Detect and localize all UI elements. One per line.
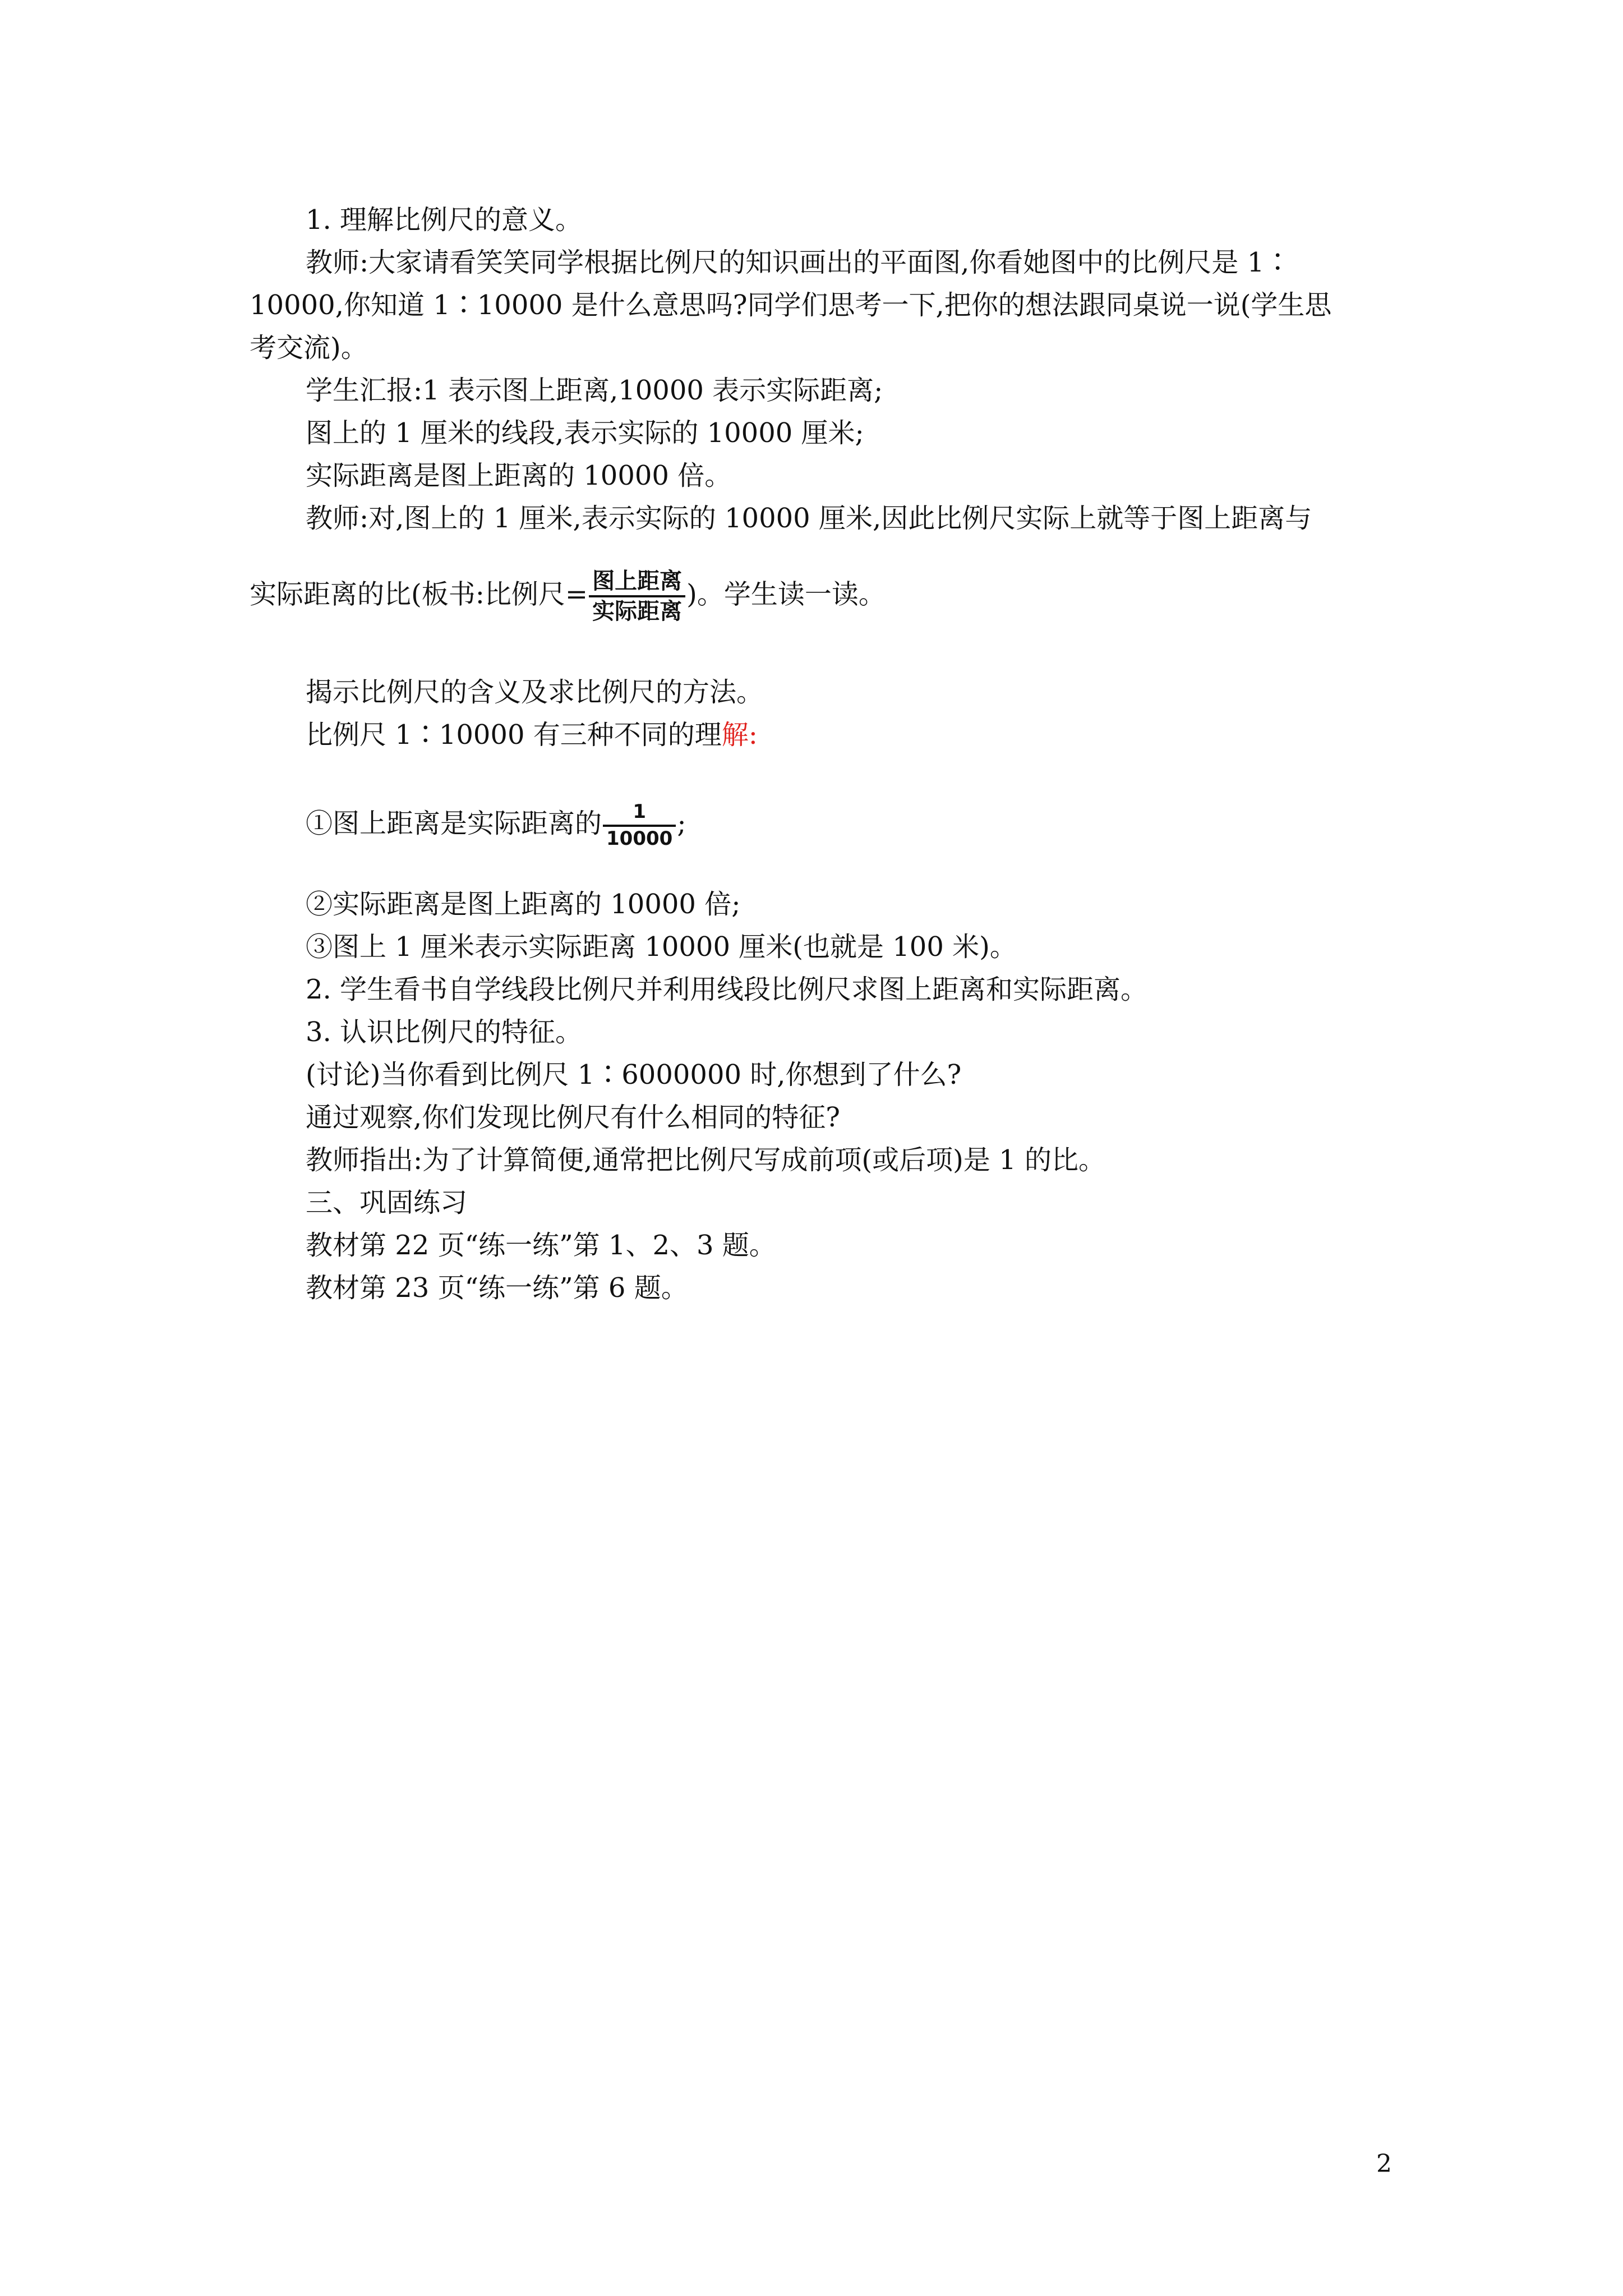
exercise-line-2: 教材第 23 页“练一练”第 6 题。 — [306, 1272, 688, 1304]
observation-line: 通过观察,你们发现比例尺有什么相同的特征? — [306, 1102, 840, 1133]
heading-understand-scale: 1. 理解比例尺的意义。 — [306, 204, 583, 236]
fraction-denominator: 10000 — [603, 825, 676, 849]
formula-suffix: )。学生读一读。 — [686, 578, 886, 610]
exercise-line-1: 教材第 22 页“练一练”第 1、2、3 题。 — [306, 1230, 776, 1261]
teacher-paragraph-line-1: 教师:大家请看笑笑同学根据比例尺的知识画出的平面图,你看她图中的比例尺是 1∶ — [306, 247, 1292, 278]
fraction-numerator: 图上距离 — [592, 568, 683, 594]
features-heading: 3. 认识比例尺的特征。 — [306, 1016, 583, 1048]
formula-prefix: 实际距离的比(板书:比例尺= — [250, 578, 588, 610]
teacher-points-line: 教师指出:为了计算简便,通常把比例尺写成前项(或后项)是 1 的比。 — [306, 1144, 1105, 1176]
teacher-paragraph-line-2: 10000,你知道 1∶10000 是什么意思吗?同学们思考一下,把你的想法跟同桌说一说(学生思 — [250, 289, 1332, 321]
understanding-item-3: ③图上 1 厘米表示实际距离 10000 厘米(也就是 100 米)。 — [306, 931, 1017, 963]
student-report-line-3: 实际距离是图上距离的 10000 倍。 — [306, 460, 732, 491]
fraction-denominator: 实际距离 — [589, 595, 685, 623]
fraction-numerator: 1 — [633, 800, 646, 823]
teacher-paragraph-line-3: 考交流)。 — [250, 332, 368, 364]
self-study-line: 2. 学生看书自学线段比例尺并利用线段比例尺求图上距离和实际距离。 — [306, 974, 1148, 1005]
scale-fraction — [589, 569, 685, 623]
one-ten-thousandth-fraction — [603, 802, 676, 849]
discussion-line: (讨论)当你看到比例尺 1∶6000000 时,你想到了什么? — [306, 1059, 962, 1091]
reveal-meaning-line: 揭示比例尺的含义及求比例尺的方法。 — [306, 677, 764, 708]
page-number: 2 — [1376, 2150, 1392, 2178]
student-report-line: 学生汇报:1 表示图上距离,10000 表示实际距离; — [306, 375, 883, 406]
understanding-item-2: ②实际距离是图上距离的 10000 倍; — [306, 889, 741, 920]
three-understandings-line — [306, 718, 758, 752]
red-highlight-text: 解: — [721, 719, 758, 751]
section-practice-heading: 三、巩固练习 — [306, 1187, 468, 1218]
understanding-item-1 — [306, 802, 686, 849]
scale-formula-line — [250, 569, 886, 623]
three-understandings-text: 比例尺 1∶10000 有三种不同的理 — [306, 719, 722, 751]
student-report-line-2: 图上的 1 厘米的线段,表示实际的 10000 厘米; — [306, 417, 864, 449]
teacher-explanation-line-1: 教师:对,图上的 1 厘米,表示实际的 10000 厘米,因此比例尺实际上就等于图上距离与 — [306, 503, 1312, 534]
item-1-text: ①图上距离是实际距离的 — [306, 808, 602, 840]
item-1-suffix: ; — [677, 808, 686, 840]
